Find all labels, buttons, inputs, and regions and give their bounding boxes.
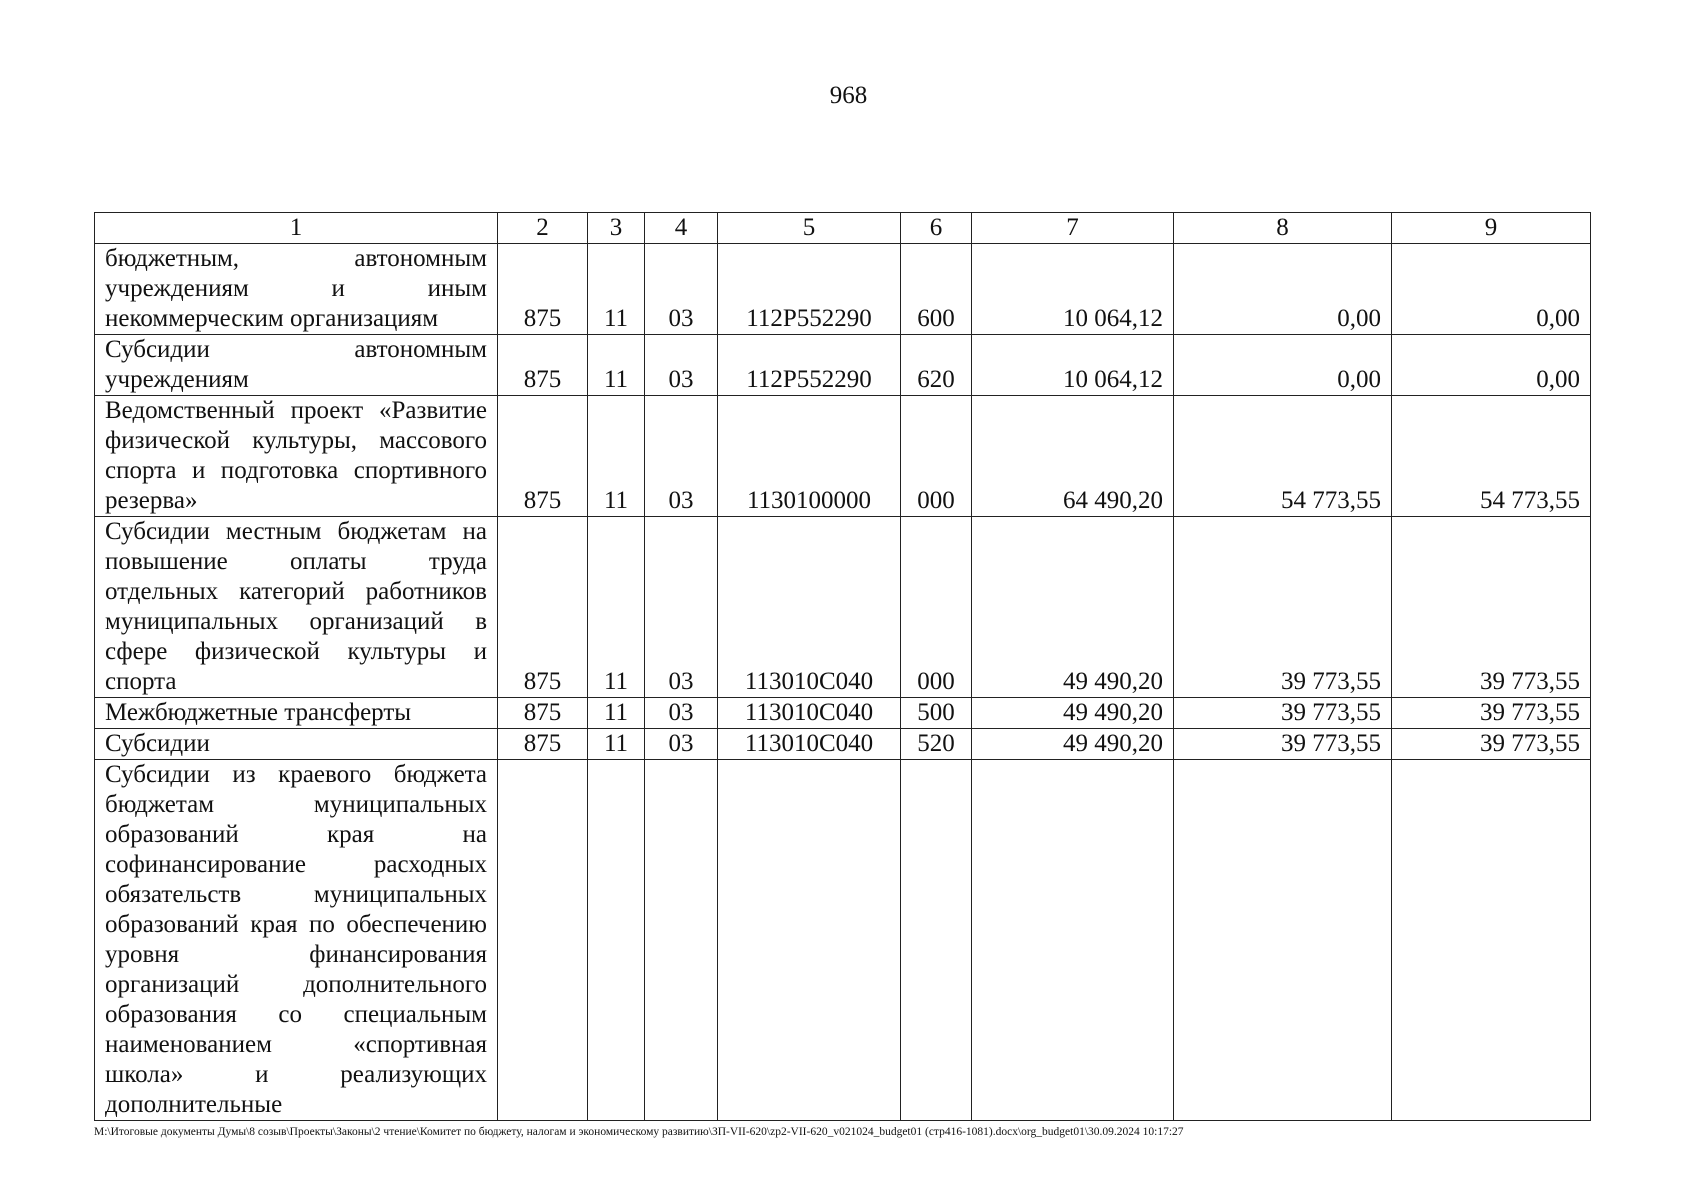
column-header: 3 xyxy=(588,213,645,244)
cell-subsection xyxy=(645,760,718,1121)
row-name: Межбюджетные трансферты xyxy=(95,698,498,729)
cell-expense-type: 520 xyxy=(901,729,972,760)
cell-amount-7: 10 064,12 xyxy=(972,244,1174,335)
row-name: Субсидии из краевого бюджета бюджетам муниципальных образований края на софинансирование расходных обязательств муниципальных образований края по обеспечению уровня финансирования организаций дополнительного образования со специальным наименованием «спортивная школа» и реализующих дополнительные xyxy=(95,760,498,1121)
cell-section: 11 xyxy=(588,396,645,517)
table-row xyxy=(95,396,1591,517)
cell-section: 11 xyxy=(588,517,645,698)
cell-amount-9: 0,00 xyxy=(1392,244,1591,335)
cell-amount-8: 54 773,55 xyxy=(1174,396,1392,517)
cell-expense-type: 000 xyxy=(901,517,972,698)
cell-amount-7: 49 490,20 xyxy=(972,698,1174,729)
cell-section: 11 xyxy=(588,335,645,396)
table-row xyxy=(95,517,1591,698)
cell-amount-9: 39 773,55 xyxy=(1392,729,1591,760)
cell-admin-code: 875 xyxy=(498,396,588,517)
row-name: Субсидии местным бюджетам на повышение оплаты труда отдельных категорий работников муниципальных организаций в сфере физической культуры и спорта xyxy=(95,517,498,698)
cell-amount-8: 0,00 xyxy=(1174,244,1392,335)
cell-admin-code xyxy=(498,760,588,1121)
cell-section: 11 xyxy=(588,729,645,760)
file-path-footer: M:\Итоговые документы Думы\8 созыв\Проекты\Законы\2 чтение\Комитет по бюджету, налогам и экономическому развитию\ЗП-VII-620\zp2-VII-620_v021024_budget01 (стр416-1081).docx\org_budget01\30.09.2024 10:17:27 xyxy=(94,1126,1184,1138)
row-name: Субсидии xyxy=(95,729,498,760)
cell-subsection: 03 xyxy=(645,396,718,517)
column-header: 4 xyxy=(645,213,718,244)
cell-amount-8: 0,00 xyxy=(1174,335,1392,396)
cell-amount-7: 49 490,20 xyxy=(972,729,1174,760)
cell-amount-7 xyxy=(972,760,1174,1121)
cell-amount-8: 39 773,55 xyxy=(1174,729,1392,760)
row-name: Ведомственный проект «Развитие физической культуры, массового спорта и подготовка спортивного резерва» xyxy=(95,396,498,517)
table-header-row xyxy=(95,213,1591,244)
cell-target-article: 112P552290 xyxy=(718,244,901,335)
cell-target-article: 113010С040 xyxy=(718,517,901,698)
cell-expense-type xyxy=(901,760,972,1121)
row-name: Субсидии автономным учреждениям xyxy=(95,335,498,396)
column-header: 9 xyxy=(1392,213,1591,244)
cell-expense-type: 600 xyxy=(901,244,972,335)
cell-admin-code: 875 xyxy=(498,729,588,760)
cell-amount-9: 39 773,55 xyxy=(1392,517,1591,698)
cell-amount-8: 39 773,55 xyxy=(1174,698,1392,729)
cell-target-article xyxy=(718,760,901,1121)
cell-admin-code: 875 xyxy=(498,335,588,396)
cell-amount-7: 10 064,12 xyxy=(972,335,1174,396)
cell-expense-type: 000 xyxy=(901,396,972,517)
column-header: 7 xyxy=(972,213,1174,244)
column-header: 2 xyxy=(498,213,588,244)
cell-target-article: 113010С040 xyxy=(718,698,901,729)
cell-target-article: 1130100000 xyxy=(718,396,901,517)
cell-target-article: 113010С040 xyxy=(718,729,901,760)
table-row xyxy=(95,760,1591,1121)
cell-expense-type: 500 xyxy=(901,698,972,729)
row-name: бюджетным, автономным учреждениям и иным некоммерческим организациям xyxy=(95,244,498,335)
cell-subsection: 03 xyxy=(645,517,718,698)
cell-subsection: 03 xyxy=(645,335,718,396)
column-header: 6 xyxy=(901,213,972,244)
budget-table xyxy=(94,212,1591,1121)
cell-amount-7: 49 490,20 xyxy=(972,517,1174,698)
table-row xyxy=(95,244,1591,335)
cell-target-article: 112P552290 xyxy=(718,335,901,396)
column-header: 8 xyxy=(1174,213,1392,244)
cell-subsection: 03 xyxy=(645,244,718,335)
column-header: 5 xyxy=(718,213,901,244)
table-row xyxy=(95,729,1591,760)
cell-amount-9 xyxy=(1392,760,1591,1121)
cell-subsection: 03 xyxy=(645,698,718,729)
cell-subsection: 03 xyxy=(645,729,718,760)
cell-amount-9: 0,00 xyxy=(1392,335,1591,396)
cell-section: 11 xyxy=(588,244,645,335)
table-row xyxy=(95,698,1591,729)
cell-admin-code: 875 xyxy=(498,698,588,729)
table-row xyxy=(95,335,1591,396)
cell-section xyxy=(588,760,645,1121)
cell-expense-type: 620 xyxy=(901,335,972,396)
cell-amount-7: 64 490,20 xyxy=(972,396,1174,517)
page-number: 968 xyxy=(829,82,868,109)
cell-amount-8 xyxy=(1174,760,1392,1121)
cell-amount-9: 54 773,55 xyxy=(1392,396,1591,517)
cell-section: 11 xyxy=(588,698,645,729)
cell-amount-9: 39 773,55 xyxy=(1392,698,1591,729)
cell-amount-8: 39 773,55 xyxy=(1174,517,1392,698)
column-header: 1 xyxy=(95,213,498,244)
cell-admin-code: 875 xyxy=(498,244,588,335)
cell-admin-code: 875 xyxy=(498,517,588,698)
